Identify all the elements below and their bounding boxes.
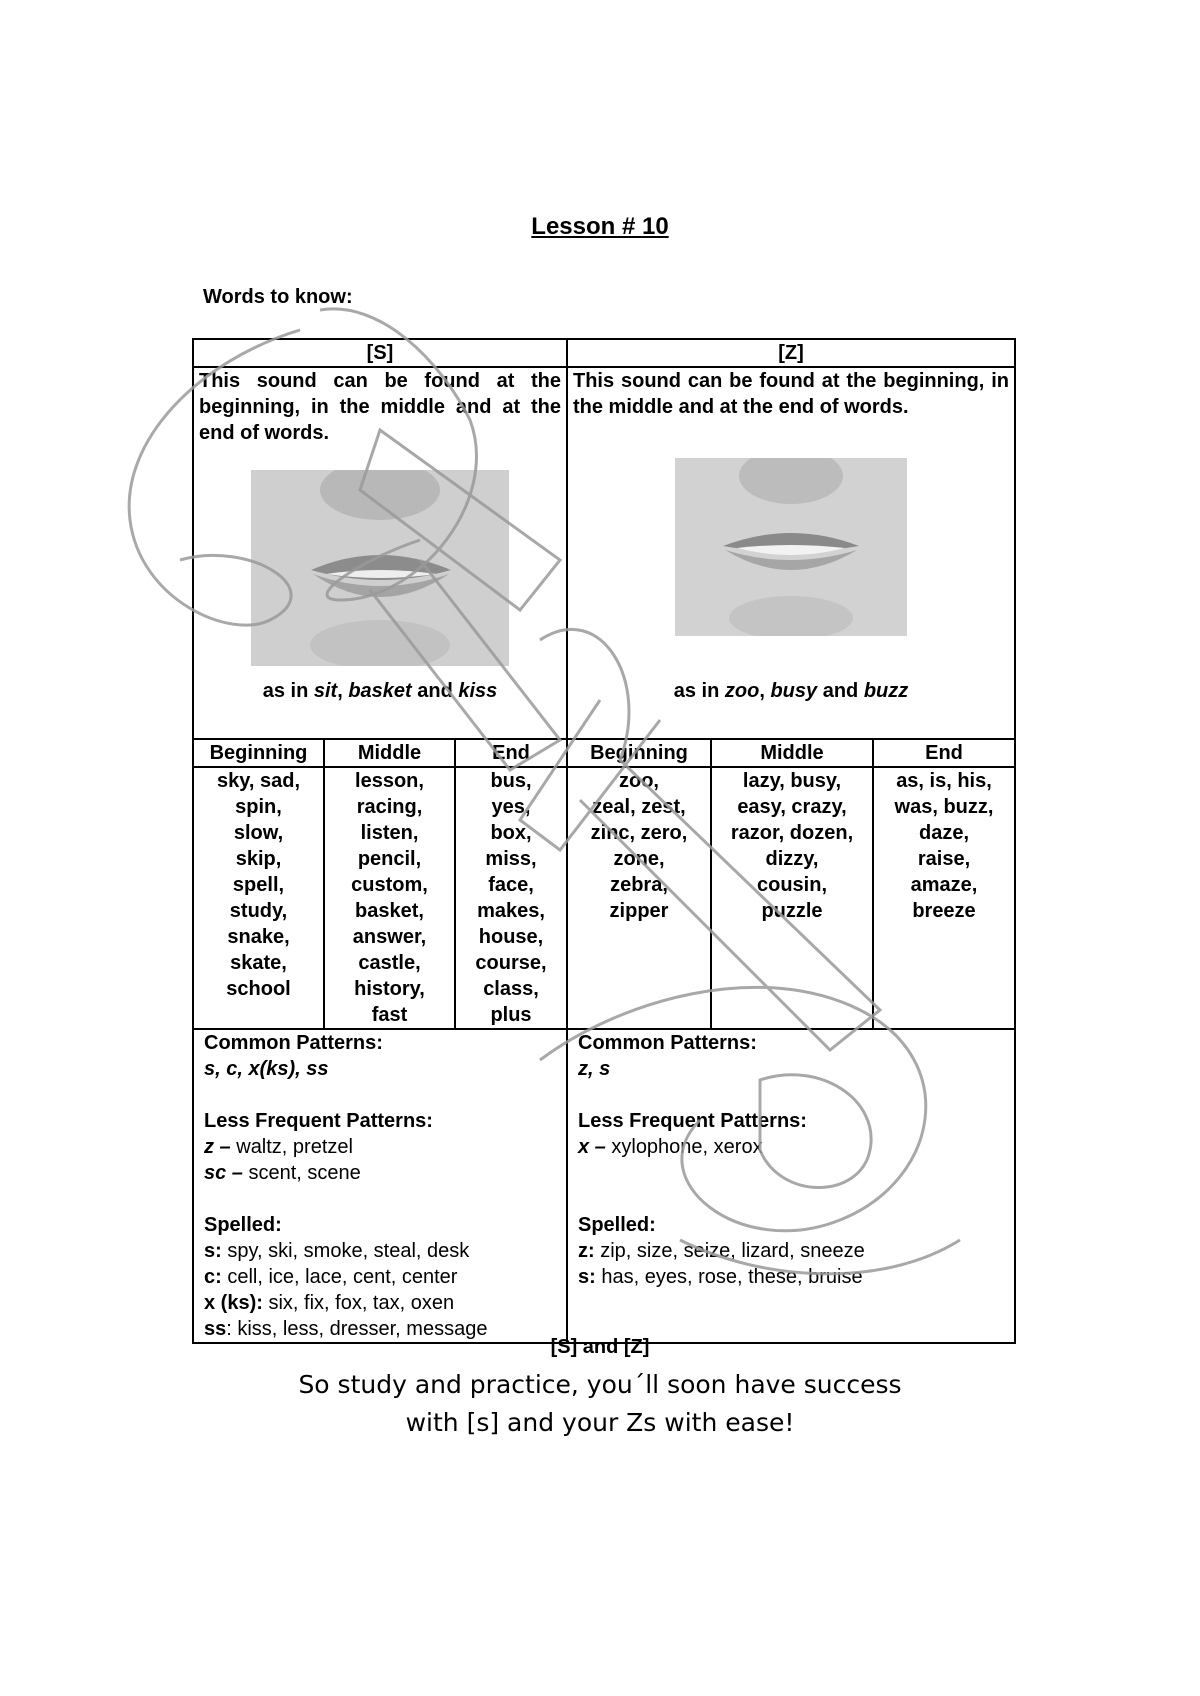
- s-col-beginning: Beginning: [193, 739, 324, 767]
- word-item: puzzle: [761, 900, 823, 922]
- s-spelled-line-2: c: cell, ice, lace, cent, center: [204, 1266, 458, 1288]
- s-spelled-title: Spelled:: [204, 1214, 282, 1236]
- word-item: yes,: [491, 796, 531, 818]
- word-item: class,: [483, 978, 539, 1000]
- s-common-title: Common Patterns:: [204, 1032, 383, 1054]
- s-col-end: End: [455, 739, 567, 767]
- word-item: fast: [371, 1004, 408, 1026]
- word-item: daze,: [918, 822, 970, 844]
- z-description: This sound can be found at the beginning, in the middle and at the end of words.: [573, 370, 1009, 418]
- word-item: spin,: [235, 796, 282, 818]
- rhyme-line-2: with [s] and your Zs with ease!: [405, 1408, 795, 1437]
- word-item: sky, sad,: [216, 770, 301, 792]
- s-middle-words: [324, 767, 455, 1029]
- word-item: racing,: [356, 796, 423, 818]
- word-item: cousin,: [756, 874, 827, 896]
- rhyme-line-1: So study and practice, you´ll soon have success: [298, 1370, 902, 1399]
- word-item: house,: [478, 926, 544, 948]
- s-description-cell: [193, 367, 567, 739]
- z-middle-words: [711, 767, 873, 1029]
- word-item: zoo,: [619, 770, 659, 792]
- z-caption: as in zoo, busy and buzz: [673, 680, 909, 702]
- word-item: custom,: [351, 874, 428, 896]
- z-mouth-photo: [675, 458, 907, 636]
- z-spelled-line-1: z: zip, size, seize, lizard, sneeze: [578, 1240, 865, 1262]
- word-item: castle,: [358, 952, 421, 974]
- word-item: lazy, busy,: [742, 770, 842, 792]
- footer-label: [S] and [Z]: [550, 1336, 650, 1358]
- s-caption: as in sit, basket and kiss: [262, 680, 498, 702]
- s-end-words: [455, 767, 567, 1029]
- word-item: course,: [475, 952, 547, 974]
- z-col-beginning: Beginning: [567, 739, 711, 767]
- word-item: lesson,: [355, 770, 424, 792]
- word-item: spell,: [232, 874, 285, 896]
- word-item: skip,: [235, 848, 282, 870]
- s-less-title: Less Frequent Patterns:: [204, 1110, 433, 1132]
- word-item: zone,: [613, 848, 665, 870]
- s-spelled-line-3: x (ks): six, fix, fox, tax, oxen: [204, 1292, 455, 1314]
- word-item: slow,: [233, 822, 284, 844]
- word-item: makes,: [477, 900, 545, 922]
- word-item: dizzy,: [765, 848, 819, 870]
- z-description-cell: [567, 367, 1015, 739]
- s-spelled-line-4: ss: kiss, less, dresser, message: [204, 1318, 488, 1340]
- z-col-middle: Middle: [711, 739, 873, 767]
- s-header: [S]: [193, 339, 567, 367]
- word-item: plus: [490, 1004, 532, 1026]
- word-item: as, is, his,: [896, 770, 992, 792]
- word-item: zebra,: [610, 874, 668, 896]
- word-item: miss,: [485, 848, 537, 870]
- s-col-middle: Middle: [324, 739, 455, 767]
- word-item: was, buzz,: [894, 796, 994, 818]
- z-beginning-words: [567, 767, 711, 1029]
- word-item: breeze: [912, 900, 976, 922]
- word-item: answer,: [352, 926, 427, 948]
- word-item: zeal, zest,: [592, 796, 686, 818]
- z-less-line-1: x – xylophone, xerox: [578, 1136, 763, 1158]
- word-item: skate,: [230, 952, 287, 974]
- word-item: snake,: [227, 926, 290, 948]
- z-header: [Z]: [567, 339, 1015, 367]
- s-common-value: s, c, x(ks), ss: [204, 1058, 329, 1080]
- z-less-title: Less Frequent Patterns:: [578, 1110, 807, 1132]
- s-less-line-2: sc – scent, scene: [204, 1162, 361, 1184]
- word-item: pencil,: [357, 848, 422, 870]
- word-item: zipper: [609, 900, 669, 922]
- z-spelled-line-2: s: has, eyes, rose, these, bruise: [578, 1266, 863, 1288]
- word-item: study,: [229, 900, 288, 922]
- word-item: box,: [490, 822, 532, 844]
- word-item: listen,: [360, 822, 419, 844]
- word-item: face,: [488, 874, 534, 896]
- z-common-value: z, s: [578, 1058, 611, 1080]
- word-item: razor, dozen,: [730, 822, 854, 844]
- z-spelled-title: Spelled:: [578, 1214, 656, 1236]
- s-spelled-line-1: s: spy, ski, smoke, steal, desk: [204, 1240, 470, 1262]
- s-mouth-photo: [251, 470, 509, 666]
- s-description: This sound can be found at the beginning, in the middle and at the end of words.: [199, 370, 561, 444]
- words-to-know-label: Words to know:: [203, 286, 353, 308]
- word-item: raise,: [917, 848, 971, 870]
- word-item: easy, crazy,: [737, 796, 847, 818]
- word-item: basket,: [355, 900, 424, 922]
- s-patterns-cell: [193, 1029, 567, 1343]
- word-item: history,: [354, 978, 425, 1000]
- sound-table: [192, 338, 1016, 1344]
- z-patterns-cell: [567, 1029, 1015, 1343]
- word-item: zinc, zero,: [590, 822, 688, 844]
- z-common-title: Common Patterns:: [578, 1032, 757, 1054]
- s-beginning-words: [193, 767, 324, 1029]
- word-item: bus,: [490, 770, 532, 792]
- word-item: school: [226, 978, 291, 1000]
- z-end-words: [873, 767, 1015, 1029]
- z-col-end: End: [873, 739, 1015, 767]
- lesson-title: Lesson # 10: [531, 213, 669, 240]
- s-less-line-1: z – waltz, pretzel: [204, 1136, 353, 1158]
- rhyme: [0, 1366, 1200, 1442]
- word-item: amaze,: [910, 874, 978, 896]
